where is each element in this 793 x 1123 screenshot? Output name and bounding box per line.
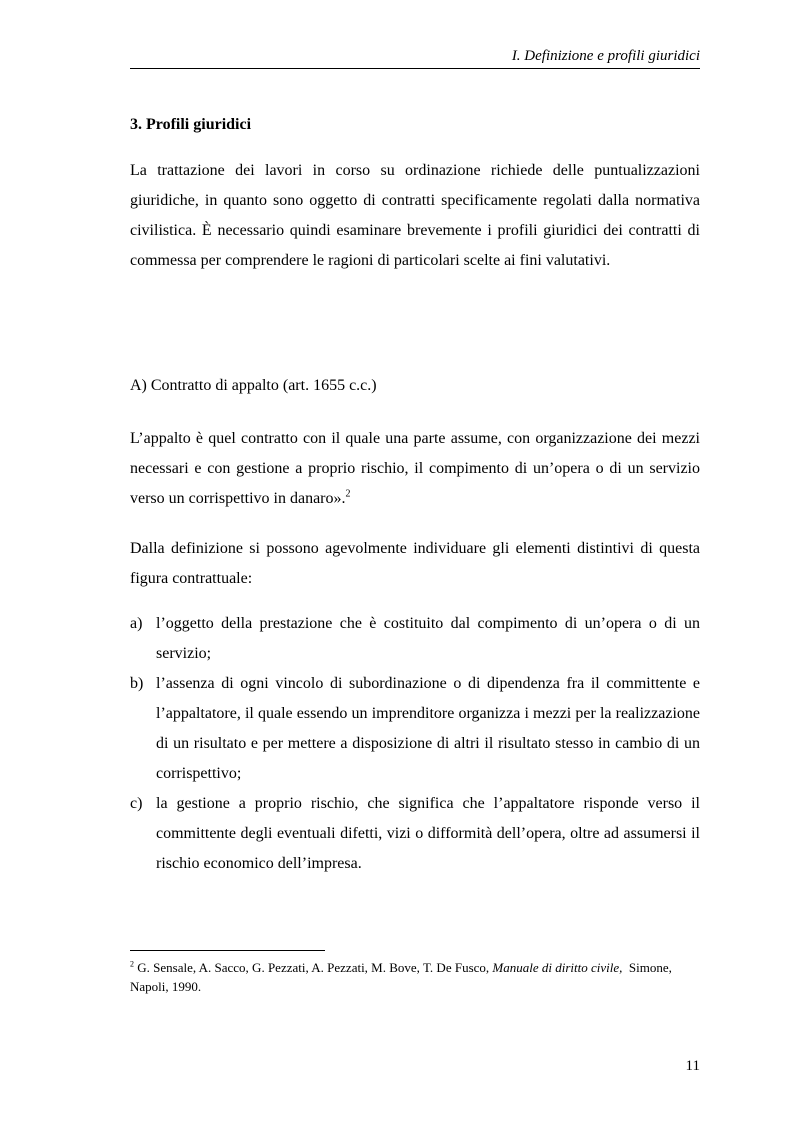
footnote-publisher: Simone, Napoli, 1990. — [130, 960, 672, 994]
elements-list — [130, 609, 700, 879]
definition-paragraph — [130, 424, 700, 514]
running-header: I. Definizione e profili giuridici — [511, 48, 700, 64]
list-marker: c) — [130, 795, 143, 812]
list-marker: a) — [130, 615, 143, 632]
list-item-text: l’assenza di ogni vincolo di subordinazione o di dipendenza fra il committente e l’appaltatore, il quale essendo un imprenditore organizza i mezzi per la realizzazione di un risultato e per mettere a disposizione di altri il risultato stesso in cambio di un corrispettivo; — [156, 675, 700, 782]
page-number: 11 — [685, 1058, 700, 1074]
elements-paragraph: Dalla definizione si possono agevolmente individuare gli elementi distintivi di questa figura contrattuale: — [130, 540, 700, 587]
list-item — [130, 609, 700, 669]
intro-paragraph: La trattazione dei lavori in corso su ordinazione richiede delle puntualizzazioni giuridiche, in quanto sono oggetto di contratti specificamente regolati dalla normativa civilistica. È necessario quindi esaminare brevemente i profili giuridici dei contratti di commessa per comprendere le ragioni di particolari scelte ai fini valutativi. — [130, 162, 700, 269]
list-item — [130, 789, 700, 879]
footnote-authors: G. Sensale, A. Sacco, G. Pezzati, A. Pezzati, M. Bove, T. De Fusco, — [137, 960, 490, 975]
footnote-title: Manuale di diritto civile, — [492, 960, 623, 975]
header-rule — [130, 68, 700, 69]
list-item-text: la gestione a proprio rischio, che significa che l’appaltatore risponde verso il committente degli eventuali difetti, vizi o difformità dell’opera, oltre ad assumersi il rischio economico dell’impresa. — [156, 795, 700, 872]
list-item-text: l’oggetto della prestazione che è costituito dal compimento di un’opera o di un servizio; — [156, 615, 700, 662]
footnote — [130, 958, 700, 996]
footnote-number: 2 — [130, 959, 134, 969]
subsection-title: A) Contratto di appalto (art. 1655 c.c.) — [130, 377, 377, 394]
definition-text: L’appalto è quel contratto con il quale una parte assume, con organizzazione dei mezzi necessari e con gestione a proprio rischio, il compimento di un’opera o di un servizio verso un corrispettivo in danaro». — [130, 430, 700, 507]
section-title: 3. Profili giuridici — [130, 116, 252, 133]
list-marker: b) — [130, 675, 144, 692]
list-item — [130, 669, 700, 789]
footnote-rule — [130, 950, 325, 951]
footnote-reference[interactable]: 2 — [345, 488, 351, 500]
